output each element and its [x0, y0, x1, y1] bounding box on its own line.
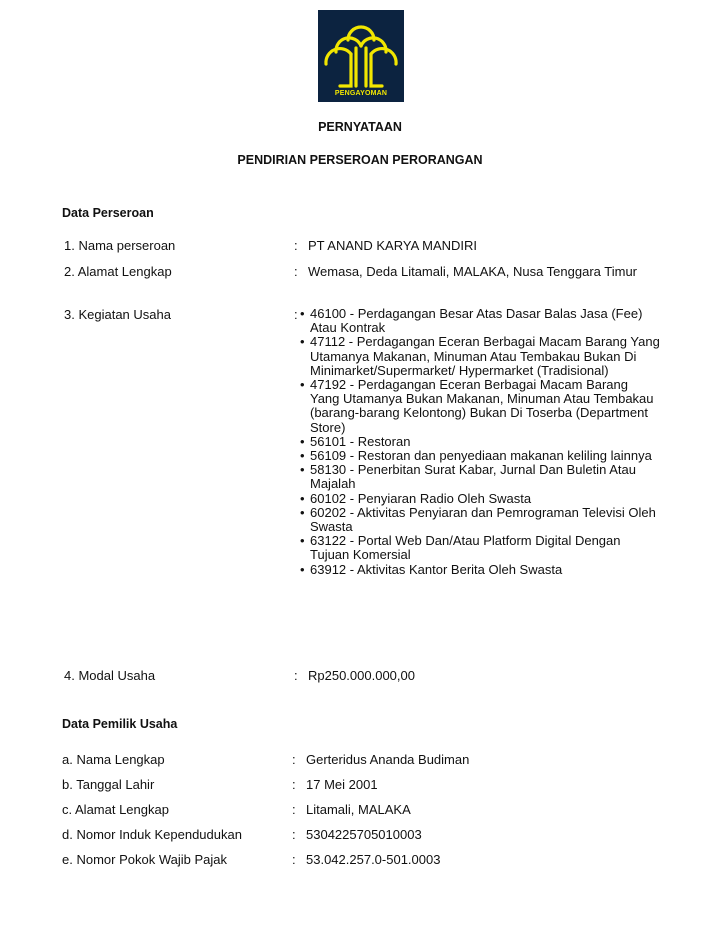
- separator: :: [292, 852, 296, 867]
- separator: :: [294, 264, 298, 279]
- company-section-heading: Data Perseroan: [62, 206, 154, 220]
- owner-section-heading: Data Pemilik Usaha: [62, 717, 178, 731]
- owner-field-value: 53.042.257.0-501.0003: [306, 852, 441, 867]
- list-item: • 60102 - Penyiaran Radio Oleh Swasta: [300, 492, 660, 506]
- owner-field-label: c. Alamat Lengkap: [62, 802, 169, 817]
- separator: :: [292, 777, 296, 792]
- logo-text: PENGAYOMAN: [334, 90, 388, 97]
- company-activities-label: 3. Kegiatan Usaha: [64, 307, 171, 322]
- separator: :: [294, 668, 298, 683]
- list-item: • 47112 - Perdagangan Eceran Berbagai Macam Barang Yang Utamanya Makanan, Minuman Atau Tembakau Bukan Di Minimarket/Supermarket/ Hypermarket (Tradisional): [300, 335, 660, 378]
- activities-list: [300, 307, 660, 577]
- owner-field-value: 17 Mei 2001: [306, 777, 378, 792]
- company-capital-value: Rp250.000.000,00: [308, 668, 415, 683]
- activities-list-container: [300, 307, 660, 577]
- list-item: • 63912 - Aktivitas Kantor Berita Oleh Swasta: [300, 563, 660, 577]
- company-name-label: 1. Nama perseroan: [64, 238, 176, 253]
- document-title: PERNYATAAN: [318, 120, 402, 134]
- list-item: • 47192 - Perdagangan Eceran Berbagai Macam Barang Yang Utamanya Bukan Makanan, Minuman Atau Tembakau (barang-barang Kelontong) Bukan Di Toserba (Department Store): [300, 378, 660, 435]
- separator: :: [294, 238, 298, 253]
- owner-field-label: d. Nomor Induk Kependudukan: [62, 827, 242, 842]
- list-item: • 56101 - Restoran: [300, 435, 660, 449]
- owner-field-value: 5304225705010003: [306, 827, 422, 842]
- company-address-label: 2. Alamat Lengkap: [64, 264, 172, 279]
- list-item: • 63122 - Portal Web Dan/Atau Platform Digital Dengan Tujuan Komersial: [300, 534, 660, 562]
- list-item: • 60202 - Aktivitas Penyiaran dan Pemrograman Televisi Oleh Swasta: [300, 506, 660, 534]
- owner-field-label: b. Tanggal Lahir: [62, 777, 155, 792]
- owner-field-label: a. Nama Lengkap: [62, 752, 165, 767]
- list-item: • 58130 - Penerbitan Surat Kabar, Jurnal Dan Buletin Atau Majalah: [300, 463, 660, 491]
- owner-field-label: e. Nomor Pokok Wajib Pajak: [62, 852, 227, 867]
- company-capital-label: 4. Modal Usaha: [64, 668, 156, 683]
- separator: :: [292, 827, 296, 842]
- company-name-value: PT ANAND KARYA MANDIRI: [308, 238, 478, 253]
- separator: :: [294, 307, 298, 322]
- company-address-value: Wemasa, Deda Litamali, MALAKA, Nusa Tenggara Timur: [308, 264, 637, 279]
- list-item: • 46100 - Perdagangan Besar Atas Dasar Balas Jasa (Fee) Atau Kontrak: [300, 307, 660, 335]
- separator: :: [292, 752, 296, 767]
- owner-field-value: Gerteridus Ananda Budiman: [306, 752, 470, 767]
- pengayoman-logo: [318, 10, 404, 102]
- list-item: • 56109 - Restoran dan penyediaan makanan keliling lainnya: [300, 449, 660, 463]
- owner-field-value: Litamali, MALAKA: [306, 802, 411, 817]
- document-subtitle: PENDIRIAN PERSEROAN PERORANGAN: [237, 153, 483, 167]
- pengayoman-tree-emblem-icon: [318, 10, 404, 90]
- separator: :: [292, 802, 296, 817]
